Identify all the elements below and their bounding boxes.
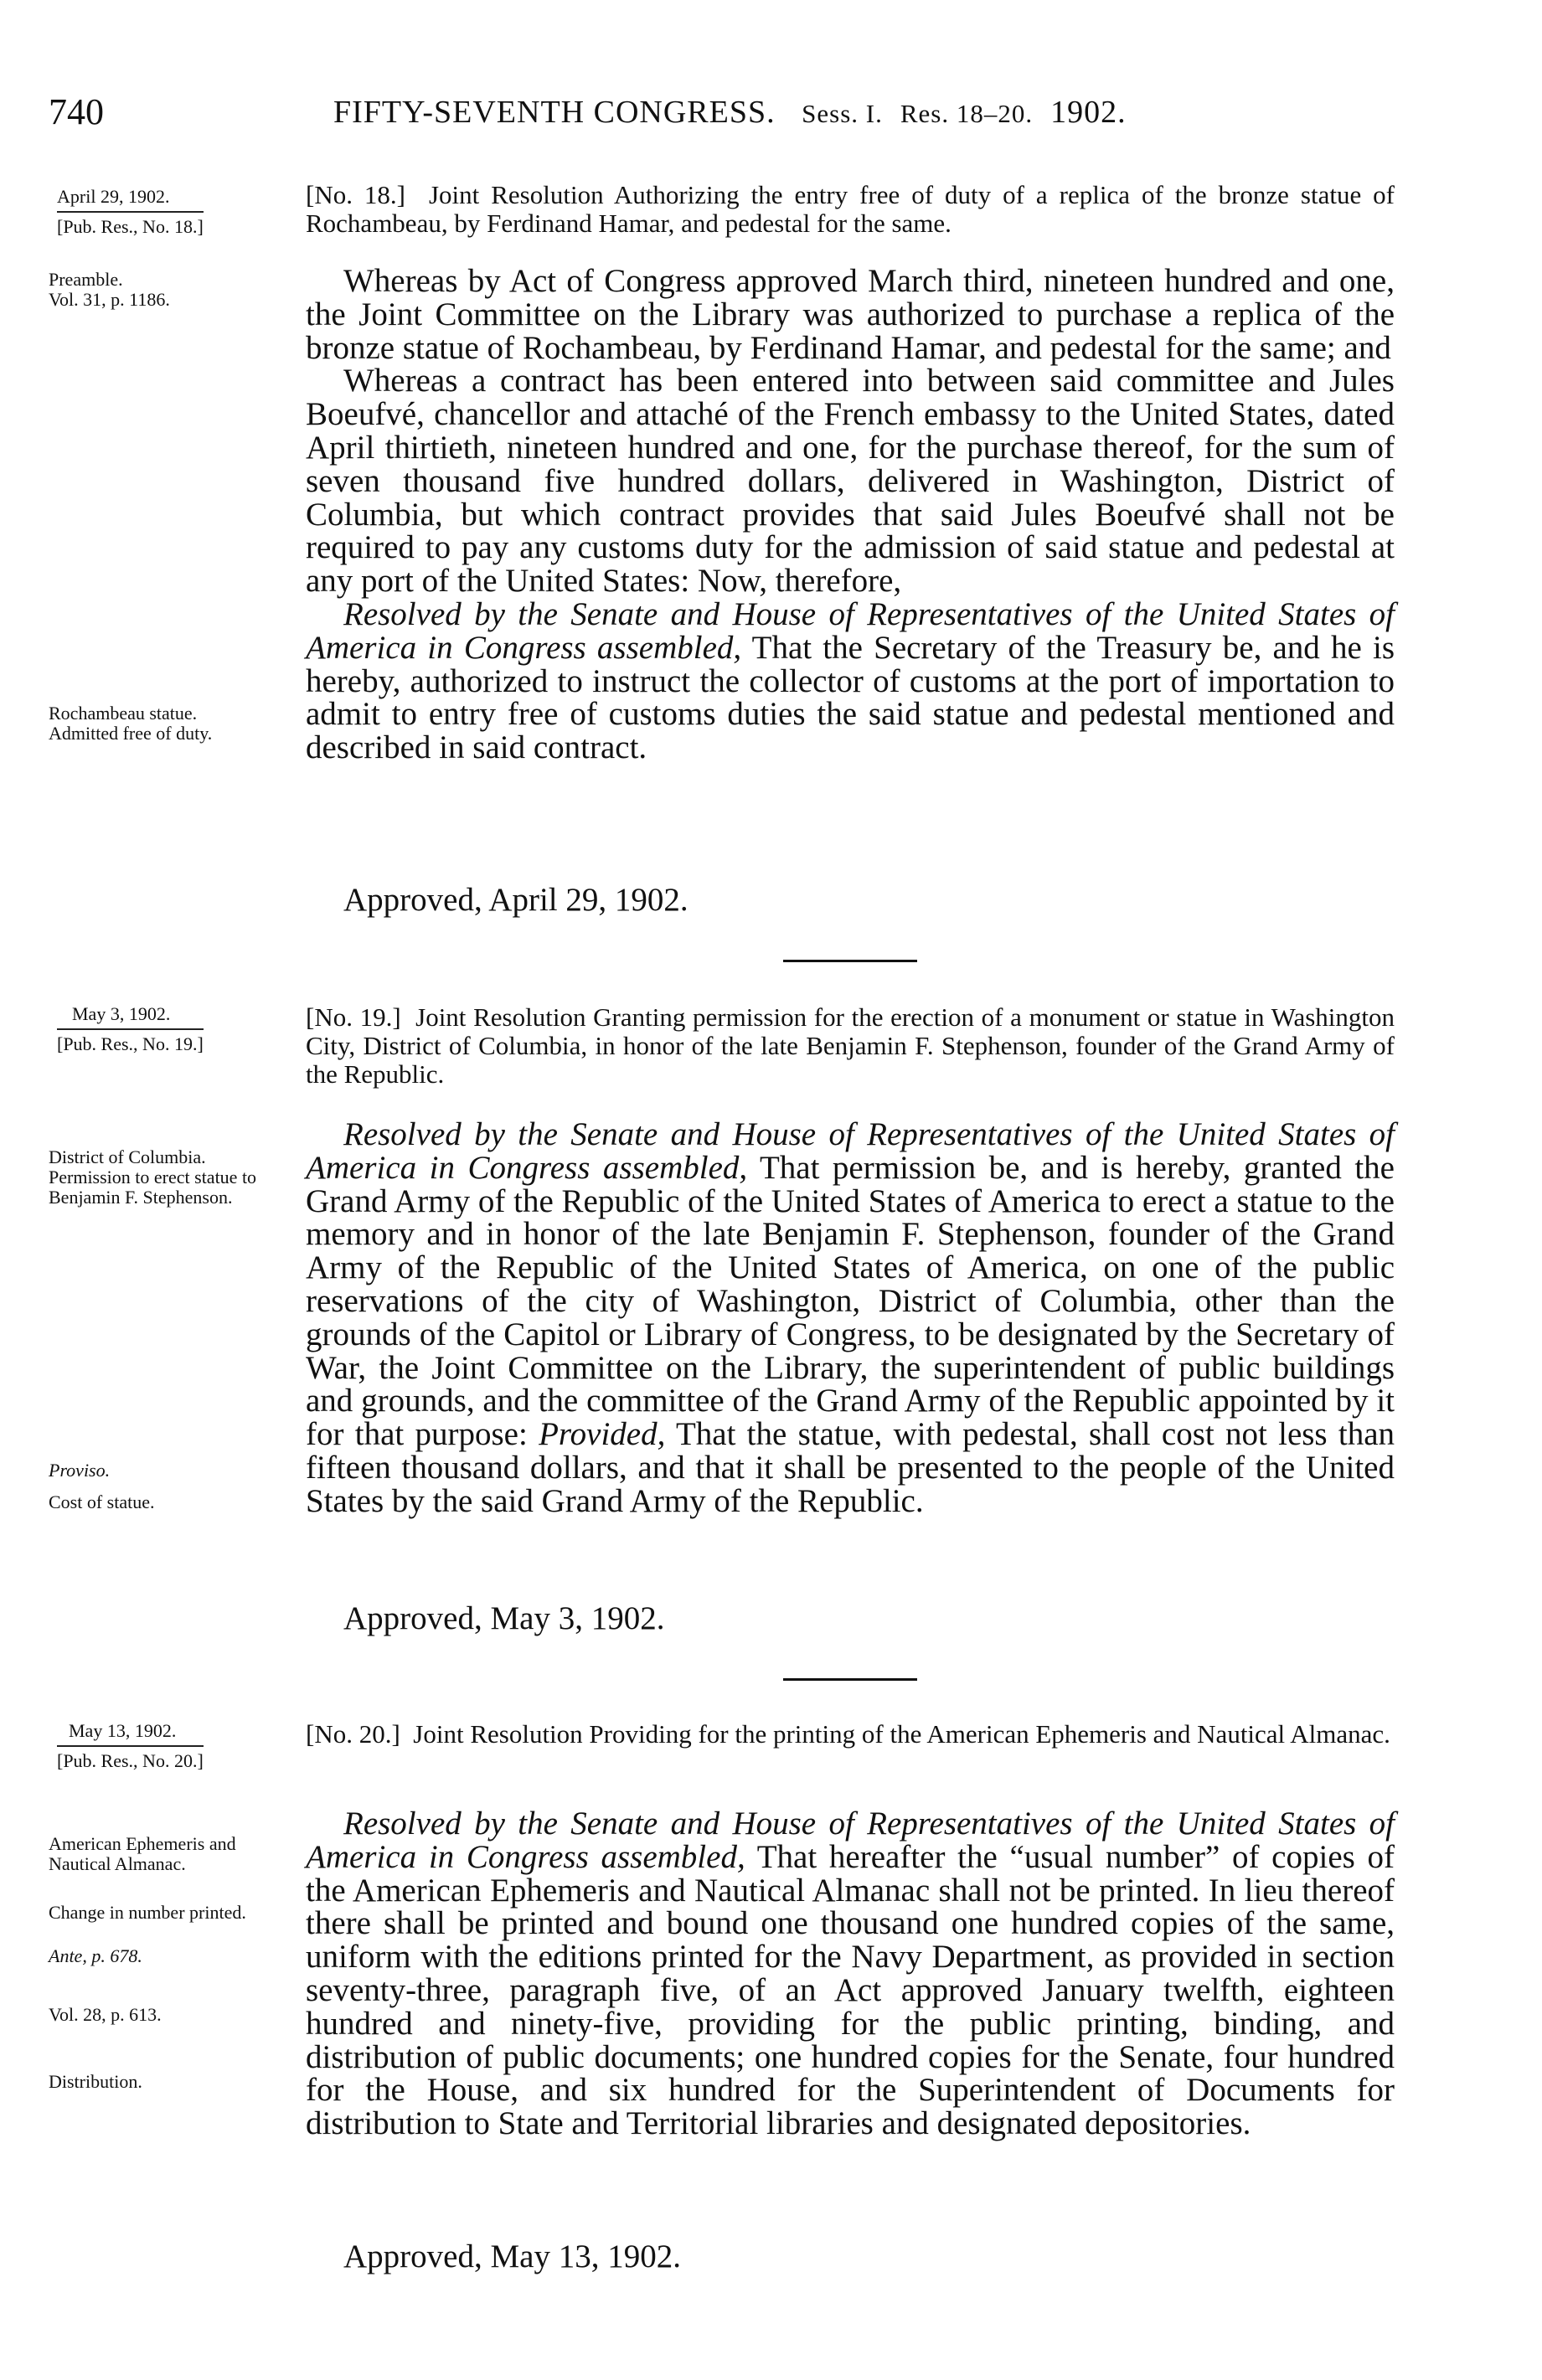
- section-divider: [783, 1678, 917, 1681]
- resolution-body: [306, 1118, 1395, 1518]
- margin-note-change: Change in number printed.: [49, 1902, 246, 1923]
- enacting-clause: Resolved by the Senate and House of Representatives of the United States of America in Congress assembled,: [306, 1116, 1395, 1186]
- proviso-text: That the statue, with pedestal, shall cost not less than fifteen thousand dollars, and that it shall be presented to the people of the United States by the said Grand Army of the Republic.: [306, 1416, 1395, 1519]
- resolution-number: [No. 19.]: [306, 1002, 401, 1032]
- resolution-number: [No. 20.]: [306, 1719, 400, 1749]
- section-divider: [783, 960, 917, 962]
- margin-note-ante: [49, 1946, 291, 1966]
- margin-note-permission: Permission to erect statue to Benjamin F. Stephenson.: [49, 1167, 257, 1208]
- resolution-text: That the Secretary of the Treasury be, and he is hereby, authorized to instruct the collector of customs at the port of importation to admit to entry free of customs duties the said statue and pedestal mentioned and described in said contract.: [306, 629, 1395, 766]
- resolution-date: May 3, 1902.: [72, 1003, 171, 1024]
- margin-note-ephemeris: American Ephemeris and Nautical Almanac.: [49, 1833, 236, 1874]
- pub-res-number: [Pub. Res., No. 18.]: [57, 211, 204, 238]
- pub-res-number: [Pub. Res., No. 20.]: [57, 1745, 204, 1772]
- resolution-title: [306, 1003, 1395, 1089]
- proviso-word: Provided,: [539, 1416, 666, 1453]
- resolution-title-text: Joint Resolution Providing for the printing of the American Ephemeris and Nautical Almanac.: [413, 1719, 1390, 1749]
- resolution-title-text: Joint Resolution Authorizing the entry free of duty of a replica of the bronze statue of Rochambeau, by Ferdinand Hamar, and pedestal for the same.: [306, 180, 1395, 238]
- resolution-body: [306, 265, 1395, 765]
- resolution-body: [306, 1807, 1395, 2140]
- resolution-date: April 29, 1902.: [57, 186, 170, 207]
- pub-res-number: [Pub. Res., No. 19.]: [57, 1028, 204, 1055]
- enacting-clause: Resolved by the Senate and House of Representatives of the United States of America in Congress assembled,: [306, 595, 1395, 666]
- margin-note-volume: Vol. 31, p. 1186.: [49, 289, 170, 310]
- running-head: [333, 94, 1127, 131]
- enacting-clause: Resolved by the Senate and House of Representatives of the United States of America in Congress assembled,: [306, 1806, 1395, 1875]
- session-label: Sess. I.: [802, 99, 883, 128]
- congress-title: FIFTY-SEVENTH CONGRESS.: [333, 95, 776, 130]
- resolutions-label: Res. 18–20.: [900, 99, 1034, 128]
- margin-note-distribution: Distribution.: [49, 2071, 142, 2092]
- page-header: [49, 90, 1422, 141]
- resolved-paragraph: [306, 1118, 1395, 1518]
- margin-note-cost: Cost of statue.: [49, 1491, 155, 1512]
- resolution-text: That permission be, and is hereby, granted the Grand Army of the Republic of the United States of America to erect a statue to the memory and in honor of the late Benjamin F. Stephenson, founder of the Grand Army of the Republic of the United States of America, on one of the public reservations of the city of Washington, District of Columbia, other than the grounds of the Capitol or Library of Congress, to be designated by the Secretary of War, the Joint Committee on the Library, the superintendent of public buildings and grounds, and the committee of the Grand Army of the Republic appointed by it for that purpose:: [306, 1149, 1395, 1453]
- ante-reference: Ante, p. 678.: [49, 1945, 142, 1966]
- approved-line: Approved, May 3, 1902.: [343, 1600, 665, 1636]
- whereas-paragraph: Whereas by Act of Congress approved March third, nineteen hundred and one, the Joint Committee on the Library was authorized to purchase a replica of the bronze statue of Rochambeau, by Ferdinand Hamar, and pedestal for the same; and: [306, 263, 1395, 366]
- resolution-text: That hereafter the “usual number” of copies of the American Ephemeris and Nautical Almanac shall not be printed. In lieu thereof there shall be printed and bound one thousand one hundred copies of the same, uniform with the editions printed for the Navy Department, as provided in section seventy-three, paragraph five, of an Act approved January twelfth, eighteen hundred and ninety-five, providing for the public printing, binding, and distribution of public documents; one hundred copies for the Senate, four hundred for the House, and six hundred for the Superintendent of Documents for distribution to State and Territorial libraries and designated depositories.: [306, 1838, 1395, 2142]
- resolution-date: May 13, 1902.: [69, 1720, 177, 1741]
- margin-note-proviso: [49, 1460, 291, 1481]
- year-label: 1902.: [1050, 95, 1127, 130]
- resolution-title-text: Joint Resolution Granting permission for the erection of a monument or statue in Washington City, District of Columbia, in honor of the late Benjamin F. Stephenson, founder of the Grand Army of the Republic.: [306, 1002, 1395, 1089]
- whereas-paragraph: Whereas a contract has been entered into between said committee and Jules Boeufvé, chancellor and attaché of the French embassy to the United States, dated April thirtieth, nineteen hundred and one, for the purchase thereof, for the sum of seven thousand five hundred dollars, delivered in Washington, District of Columbia, but which contract provides that said Jules Boeufvé shall not be required to pay any customs duty for the admission of said statue and pedestal at any port of the United States: Now, therefore,: [306, 363, 1395, 600]
- margin-note-district: District of Columbia.: [49, 1146, 206, 1167]
- resolved-paragraph: [306, 595, 1395, 766]
- margin-note-preamble: Preamble.: [49, 269, 123, 290]
- resolution-title: [306, 1720, 1395, 1749]
- resolution-number: [No. 18.]: [306, 180, 406, 209]
- resolved-paragraph: [306, 1807, 1395, 2140]
- resolution-title: [306, 181, 1395, 238]
- margin-note-volume: Vol. 28, p. 613.: [49, 2004, 162, 2025]
- approved-line: Approved, April 29, 1902.: [343, 882, 688, 918]
- proviso-label: Proviso.: [49, 1460, 111, 1481]
- margin-note-rochambeau: Rochambeau statue.: [49, 703, 198, 724]
- page-number: 740: [49, 91, 104, 132]
- margin-note-free-of-duty: Admitted free of duty.: [49, 723, 213, 744]
- approved-line: Approved, May 13, 1902.: [343, 2238, 681, 2274]
